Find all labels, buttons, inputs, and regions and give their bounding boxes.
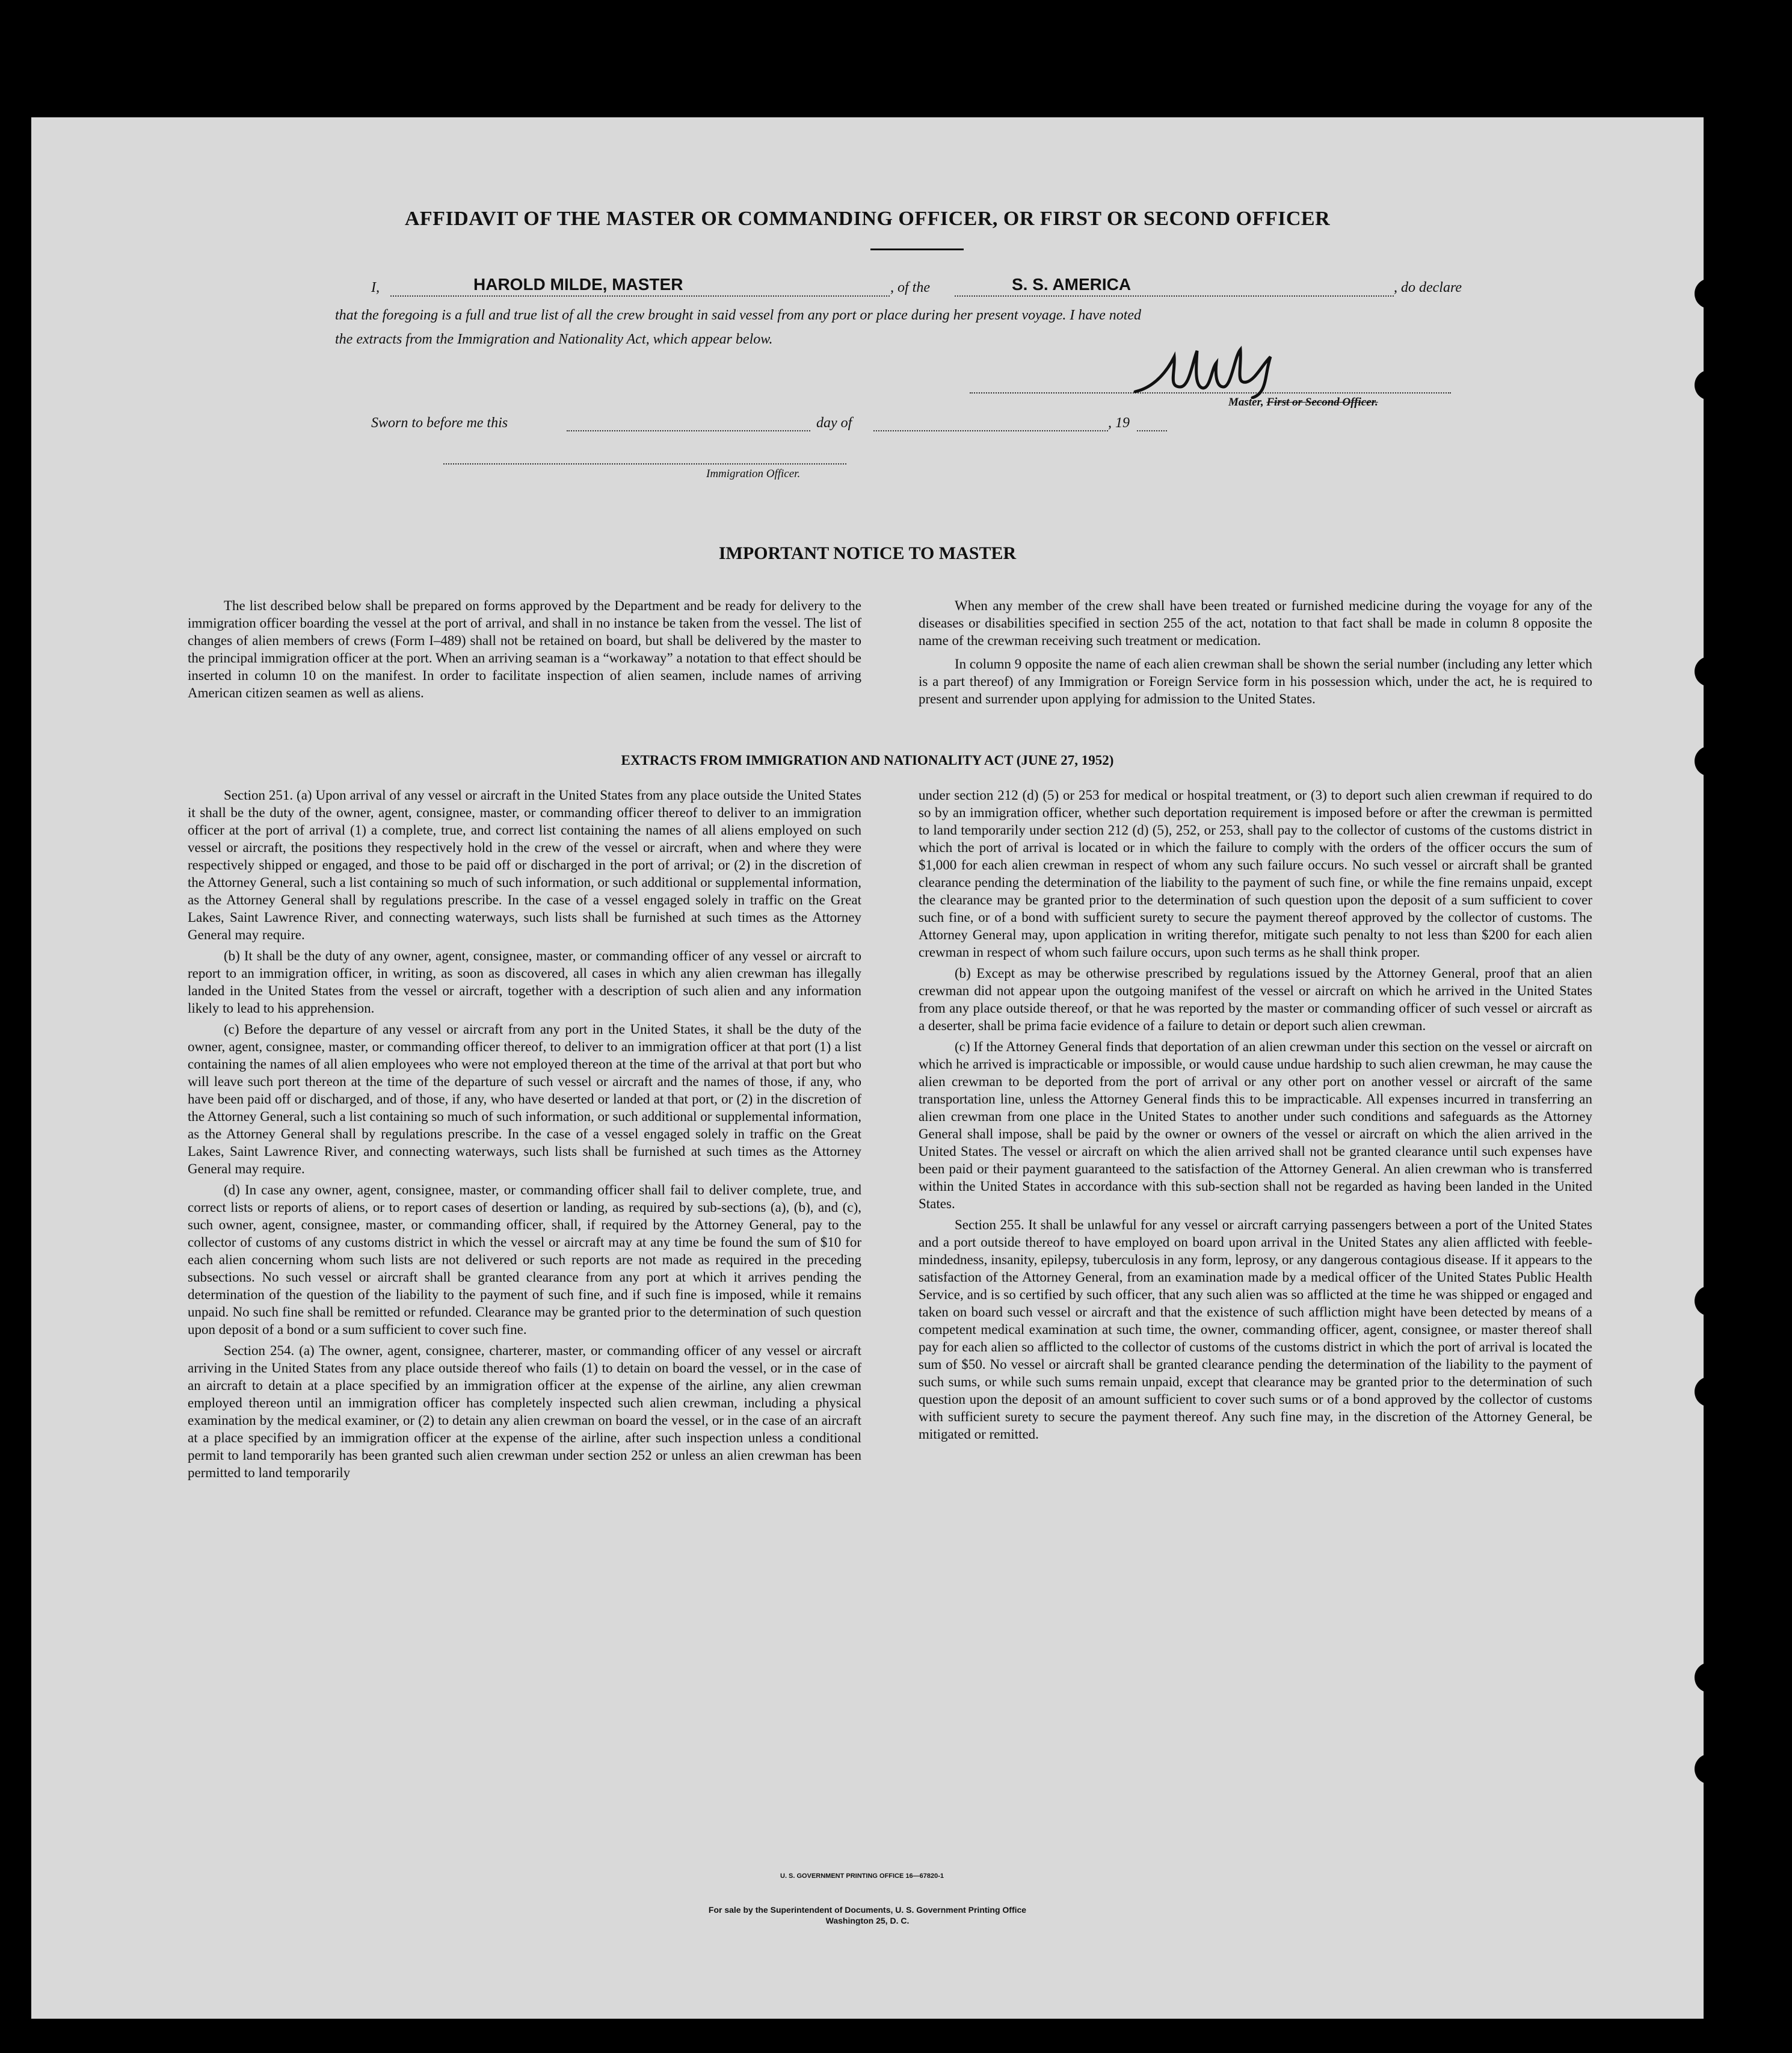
- sworn-date-line: [567, 430, 810, 431]
- section-251b: (b) It shall be the duty of any owner, agent, consignee, master, or commanding officer of any vessel or aircraft to report to an immigration officer, in writing, as soon as discovered, all cases in which any alien crewman has illegally landed in the United States from the vessel or aircraft, together with a description of such alien and any information likely to lead to his apprehension.: [188, 948, 861, 1016]
- immigration-officer-caption: Immigration Officer.: [706, 468, 801, 480]
- extracts-title: EXTRACTS FROM IMMIGRATION AND NATIONALITY ACT (JUNE 27, 1952): [621, 753, 1114, 768]
- do-declare-text: , do declare: [1394, 280, 1462, 295]
- month-line: [873, 430, 1108, 431]
- section-254c: (c) If the Attorney General finds that deportation of an alien crewman under this section on the vessel or aircraft on which he arrived is impracticable or impossible, or would cause undue hardship to such alien crewman, he may cause the alien crewman to be deported from the port of arrival or any other port on another vessel or aircraft of the same transportation line, unless the Attorney General finds this to be impracticable. All expenses incurred in transferring an alien crewman from one place in the United States to another under such conditions and safeguards as the Attorney General shall impose, shall be paid by the owner or owners of the vessel or aircraft on which the alien arrived in the United States. The vessel or aircraft on which the alien arrived shall not be granted clearance until such expenses have been paid or their payment guaranteed to the satisfaction of the Attorney General. An alien crewman who is transferred within the United States in accordance with this sub-section shall not be regarded as having been landed in the United States.: [919, 1039, 1592, 1211]
- caption-master: Master,: [1228, 396, 1264, 409]
- section-251d: (d) In case any owner, agent, consignee, master, or commanding officer shall fail to deliver complete, true, and correct lists or reports of aliens, or to report cases of desertion or landing, as required by sub-sections (a), (b), and (c), such owner, agent, consignee, master, or commanding officer, shall, if required by the Attorney General, pay to the collector of customs of any customs district in which the vessel or aircraft may at any time be found the sum of $10 for each alien concerning whom such lists are not delivered or such reports are not made as required in the preceding subsections. No such vessel or aircraft shall be granted clearance from any port at which it arrives pending the determination of the question of the liability to the payment of such fine, and if such fine is imposed, while it remains unpaid. No such fine shall be remitted or refunded. Clearance may be granted prior to the determination of such question upon deposit of a bond or a sum sufficient to cover such fine.: [188, 1182, 861, 1337]
- binder-hole: [1695, 1662, 1725, 1693]
- caption-struck-officer: First or Second Officer.: [1266, 396, 1378, 409]
- notice-left-column: [188, 597, 861, 702]
- affidavit-line-2: that the foregoing is a full and true list of all the crew brought in said vessel from any port or place during her present voyage. I have noted: [335, 307, 1142, 323]
- affidavit-line-3: the extracts from the Immigration and Nationality Act, which appear below.: [335, 332, 773, 347]
- section-254b: (b) Except as may be otherwise prescribed by regulations issued by the Attorney General, proof that an alien crewman did not appear upon the outgoing manifest of the vessel or aircraft on which he arrived in the United States from any place outside thereof, or that he was reported by the master or commanding officer of such vessel or aircraft as a deserter, shall be prima facie evidence of a failure to detain or deport such alien crewman.: [919, 966, 1592, 1033]
- binder-hole: [1695, 1377, 1725, 1407]
- signature-caption: [1228, 396, 1378, 409]
- affidavit-page: [31, 117, 1704, 2019]
- section-251a: Section 251. (a) Upon arrival of any vessel or aircraft in the United States from any place outside the United States it shall be the duty of the owner, agent, consignee, master, or commanding officer thereof to deliver to an immigration officer at the port of arrival (1) a complete, true, and correct list containing the names of all aliens employed on such vessel or aircraft, the positions they respectively hold in the crew of the vessel or aircraft, when and where they were respectively shipped or engaged, and those to be paid off or discharged in the port of arrival; or (2) in the discretion of the Attorney General, such a list containing so much of such information, or such additional or supplemental information, as the Attorney General shall by regulations prescribe. In the case of a vessel engaged solely in traffic on the Great Lakes, Saint Lawrence River, and connecting waterways, such lists shall be furnished at such times as the Attorney General may require.: [188, 788, 861, 942]
- immigration-officer-line: [443, 463, 846, 465]
- section-254a-continued: under section 212 (d) (5) or 253 for medical or hospital treatment, or (3) to deport such alien crewman if required to do so by an immigration officer, whether such deportation requirement is imposed before or after the crewman is permitted to land temporarily under section 212 (d) (5), 252, or 253, shall pay to the collector of customs of the customs district in which the port of arrival is located or in which the failure to comply with the orders of the officer occurs the sum of $1,000 for each alien crewman in respect of whom any such failure occurs. No such vessel or aircraft shall be granted clearance pending the determination of the liability to the payment of such fine, or while the fine remains unpaid, except the clearance may be granted prior to the determination of such question upon the deposit of a sum sufficient to cover such fine, or of a bond with sufficient surety to secure the payment thereof approved by the collector of customs. The Attorney General may, upon application in writing therefor, mitigate such penalty to not less than $200 for each alien crewman in respect of whom such failure occurs, upon such terms as he shall think proper.: [919, 788, 1592, 960]
- binder-hole: [1695, 1754, 1725, 1784]
- master-name-field: HAROLD MILDE, MASTER: [473, 275, 683, 294]
- vessel-line: [955, 295, 1394, 297]
- notice-right-column: [919, 597, 1592, 708]
- vessel-field: S. S. AMERICA: [1012, 275, 1132, 294]
- year-prefix: , 19: [1108, 415, 1130, 431]
- of-the-text: , of the: [890, 280, 930, 295]
- section-255: Section 255. It shall be unlawful for any vessel or aircraft carrying passengers between a port of the United States and a port outside thereof to have employed on board upon arrival in the United States any alien afflicted with feeble-mindedness, insanity, epilepsy, tuberculosis in any form, leprosy, or any dangerous contagious disease. If it appears to the satisfaction of the Attorney General, from an examination made by a medical officer of the United States Public Health Service, and is so certified by such officer, that any such alien was so afflicted at the time he was shipped or engaged and taken on board such vessel or aircraft and that the existence of such affliction might have been detected by means of a competent medical examination at such time, the owner, commanding officer, agent, consignee, or master thereof shall pay for each alien so afflicted to the collector of customs of the customs district in which the port of arrival is located the sum of $50. No vessel or aircraft shall be granted clearance pending the determination of the liability to the payment of such sums, or while such sums remain unpaid, except that clearance may be granted prior to the determination of such question upon the deposit of an amount sufficient to cover such sums or of a bond approved by the collector of customs with sufficient surety to secure the payment thereof. Any such fine may, in the discretion of the Attorney General, be mitigated or remitted.: [919, 1217, 1592, 1442]
- notice-left-paragraph: The list described below shall be prepared on forms approved by the Department and be ready for delivery to the immigration officer boarding the vessel at the port of arrival, and shall in no instance be taken from the vessel. The list of changes of alien members of crews (Form I–489) shall not be retained on board, but shall be delivered by the master to the principal immigration officer at the port. When an arriving seaman is a “workaway” a notation to that effect should be inserted in column 10 on the manifest. In order to facilitate inspection of alien seamen, include names of arriving American citizen seamen as well as aliens.: [188, 598, 861, 700]
- printing-office-imprint: U. S. GOVERNMENT PRINTING OFFICE 16—67820-1: [780, 1872, 944, 1880]
- intro-i: I,: [371, 280, 380, 295]
- sale-notice: [31, 1904, 1704, 1926]
- binder-hole: [1695, 746, 1725, 776]
- master-signature: [1132, 345, 1295, 399]
- binder-hole: [1695, 656, 1725, 687]
- affidavit-title: AFFIDAVIT OF THE MASTER OR COMMANDING OFFICER, OR FIRST OR SECOND OFFICER: [404, 208, 1331, 230]
- sale-line-1: For sale by the Superintendent of Documents, U. S. Government Printing Office: [708, 1905, 1027, 1915]
- sale-line-2: Washington 25, D. C.: [825, 1916, 910, 1925]
- day-of-text: day of: [816, 415, 852, 431]
- section-254a: Section 254. (a) The owner, agent, consignee, charterer, master, or commanding officer of any vessel or aircraft arriving in the United States from any place outside thereof who fails (1) to detain on board the vessel, or in the case of an aircraft to detain at a place specified by an immigration officer at the expense of the airline, any alien crewman employed thereon until an immigration officer has completely inspected such alien crewman, including a physical examination by the medical examiner, or (2) to detain any alien crewman on board the vessel, or in the case of an aircraft at a place specified by an immigration officer at the expense of the airline, after such inspection unless a conditional permit to land temporarily has been granted such alien crewman under section 252 or unless an alien crewman has been permitted to land temporarily: [188, 1343, 861, 1480]
- extracts-left-column: [188, 786, 861, 1481]
- notice-right-paragraph-1: When any member of the crew shall have been treated or furnished medicine during the voyage for any of the diseases or disabilities specified in section 255 of the act, notation to that fact shall be made in column 8 opposite the name of the crewman receiving such treatment or medication.: [919, 598, 1592, 648]
- binder-hole: [1695, 1286, 1725, 1316]
- title-divider: [870, 249, 964, 250]
- section-251c: (c) Before the departure of any vessel or aircraft from any port in the United States, it shall be the duty of the owner, agent, consignee, master, or commanding officer thereof, to deliver to an immigration officer at that port (1) a list containing the names of all alien employees who were not employed thereon at the time of the arrival at that port but who will leave such port thereon at the time of the departure of such vessel or aircraft and the names of those, if any, who have been paid off or discharged, and of those, if any, who have deserted or landed at that port, or (2) in the discretion of the Attorney General, such a list containing so much of such information, or such additional or supplemental information, as the Attorney General shall by regulations prescribe. In the case of a vessel engaged solely in traffic on the Great Lakes, Saint Lawrence River, and connecting waterways, such lists shall be furnished at such times as the Attorney General may require.: [188, 1022, 861, 1176]
- binder-hole: [1695, 370, 1725, 400]
- year-line: [1137, 430, 1167, 431]
- notice-title: IMPORTANT NOTICE TO MASTER: [718, 543, 1017, 563]
- sworn-before-text: Sworn to before me this: [371, 415, 508, 431]
- binder-hole: [1695, 279, 1725, 309]
- extracts-right-column: [919, 786, 1592, 1443]
- master-name-line: [390, 295, 890, 297]
- notice-right-paragraph-2: In column 9 opposite the name of each alien crewman shall be shown the serial number (including any letter which is a part thereof) of any Immigration or Foreign Service form in his possession which, under the act, he is required to present and surrender upon applying for admission to the United States.: [919, 656, 1592, 706]
